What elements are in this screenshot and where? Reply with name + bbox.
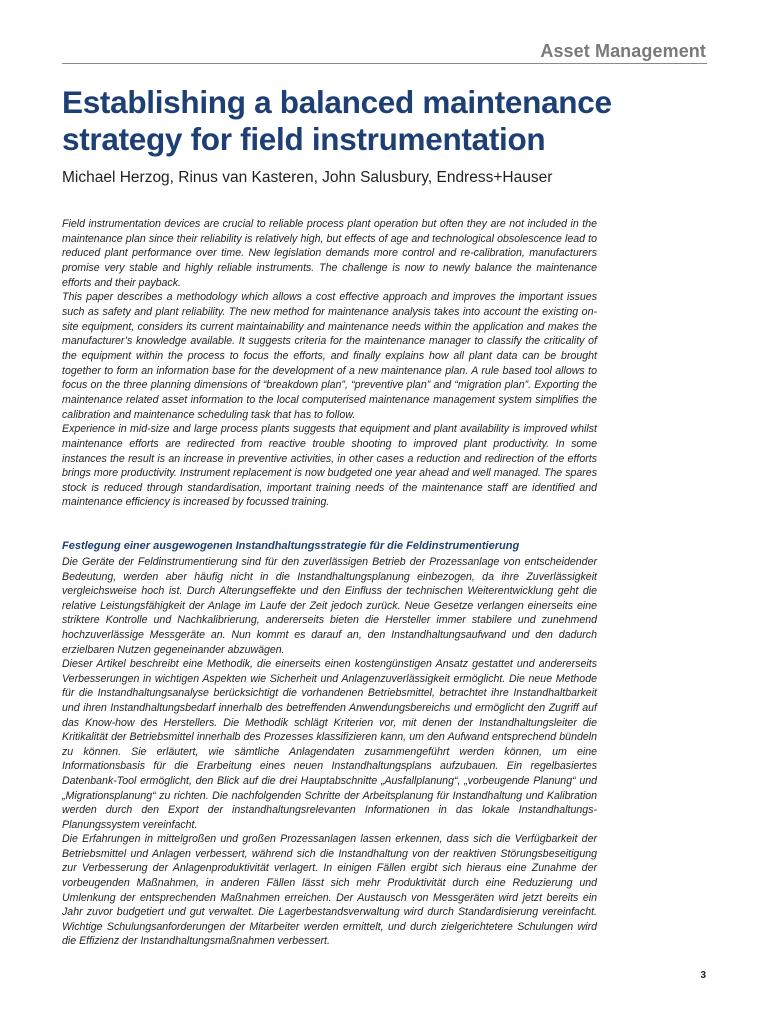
german-paragraph-1: Die Geräte der Feldinstrumentierung sind für den zuverlässigen Betrieb der Prozessanlage von entscheidender Bedeutung, werden aber häufig nicht in die Instandhaltungsplanung einbezogen, da ihre Zuverlässigkeit vergleichsweise hoch ist. Durch Alterungseffekte und den Einfluss der technischen Weiterentwicklung geht die relative Leistungsfähigkeit der Anlage im Laufe der Zeit jedoch zurück. Neue Gesetze verlangen einerseits eine striktere Kontrolle und Nachkalibrierung, andererseits bieten die Hersteller immer stabilere und zunehmend hochzuverlässige Messgeräte an. Nun kommt es darauf an, den Instandhaltungsaufwand und den dadurch erzielbaren Nutzen gegeneinander abzuwägen. xyxy=(62,556,597,656)
abstract-paragraph-3: Experience in mid-size and large process plants suggests that equipment and plant availability is improved whilst maintenance efforts are redirected from reactive trouble shooting to improved plant productivity. In some instances the result is an increase in preventive activities, in other cases a reduction and redirection of the efforts brings more productivity. Instrument replacement is now budgeted one year ahead and well managed. The spares stock is reduced through standardisation, important training needs of the maintenance staff are identified and maintenance efficiency is increased by focussed training. xyxy=(62,423,597,509)
abstract-paragraph-1: Field instrumentation devices are crucial to reliable process plant operation but often they are not included in the maintenance plan since their reliability is relatively high, but effects of age and technological obsolescence lead to reduced plant performance over time. New legislation demands more control and re-calibration, manufacturers promise very stable and highly reliable instruments. The challenge is now to newly balance the maintenance efforts and their payback. xyxy=(62,218,597,289)
section-label: Asset Management xyxy=(540,41,706,61)
german-abstract xyxy=(62,555,597,949)
german-abstract-heading: Festlegung einer ausgewogenen Instandhaltungsstrategie für die Feldinstrumentierung xyxy=(62,540,520,552)
header-divider xyxy=(62,63,707,64)
title-line-2: strategy for field instrumentation xyxy=(62,121,546,157)
german-paragraph-2: Dieser Artikel beschreibt eine Methodik, die einerseits einen kostengünstigen Ansatz gestattet und andererseits Verbesserungen in wichtigen Aspekten wie Sicherheit und Anlagenzuverlässigkeit ermöglicht. Die neue Methode für die Instandhaltungsanalyse berücksichtigt die vorhandenen Betriebsmittel, betrachtet ihre Instandhaltbarkeit und ihren Instandhaltungsbedarf innerhalb des betreffenden Anwendungsbereichs und ermöglicht den Zugriff auf das Know-how des Herstellers. Die Methodik schlägt Kriterien vor, mit denen der Instandhaltungsleiter die Kritikalität der Betriebsmittel innerhalb des Prozesses klassifizieren kann, um den Aufwand entsprechend bündeln zu können. Sie erläutert, wie sämtliche Anlagendaten zusammengeführt werden können, um eine Informationsbasis für die Erarbeitung eines neuen Instandhaltungsplans aufzubauen. Ein regelbasiertes Datenbank-Tool ermöglicht, den Blick auf die drei Hauptabschnitte „Ausfallplanung“, „vorbeugende Planung“ und „Migrationsplanung“ zu richten. Die nachfolgenden Schritte der Arbeitsplanung für Instandhaltung und Kalibration werden durch den Export der instandhaltungsrelevanten Informationen in das lokale Instandhaltungs-Planungssystem vereinfacht. xyxy=(62,658,597,831)
english-abstract xyxy=(62,217,597,510)
title-line-1: Establishing a balanced maintenance xyxy=(62,84,612,120)
author-list: Michael Herzog, Rinus van Kasteren, John Salusbury, Endress+Hauser xyxy=(62,169,553,186)
german-paragraph-3: Die Erfahrungen in mittelgroßen und großen Prozessanlagen lassen erkennen, dass sich die Verfügbarkeit der Betriebsmittel und Anlagen verbessert, während sich die Instandhaltung von der reaktiven Störungsbeseitigung zur Verbesserung der Anlagenproduktivität verlagert. In einigen Fällen ergibt sich hieraus eine Zunahme der vorbeugenden Maßnahmen, in anderen Fällen lässt sich mehr Produktivität durch eine Reduzierung und Umlenkung der entsprechenden Maßnahmen erreichen. Der Austausch von Messgeräten wird jetzt bereits ein Jahr zuvor budgetiert und gut verwaltet. Die Lagerbestandsverwaltung wird durch Standardisierung vereinfacht. Wichtige Schulungsanforderungen der Mitarbeiter werden ermittelt, und durch zielgerichtetere Schulungen wird die Effizienz der Instandhaltungsmaßnahmen verbessert. xyxy=(62,833,597,948)
abstract-paragraph-2: This paper describes a methodology which allows a cost effective approach and improves the important issues such as safety and plant reliability. The new method for maintenance analysis takes into account the existing on-site equipment, considers its current maintainability and maintenance needs within the application and makes the manufacturer’s knowledge available. It suggests criteria for the maintenance manager to classify the criticality of the equipment within the process to focus the efforts, and finally explains how all plant data can be brought together to form an information base for the development of a new maintenance plan. A rule based tool allows to focus on the three planning dimensions of “breakdown plan”, “preventive plan” and “migration plan”. Exporting the maintenance related asset information to the local computerised maintenance management system simplifies the calibration and maintenance scheduling task that has to follow. xyxy=(62,291,597,421)
page-number: 3 xyxy=(700,970,706,981)
article-title xyxy=(62,84,722,158)
